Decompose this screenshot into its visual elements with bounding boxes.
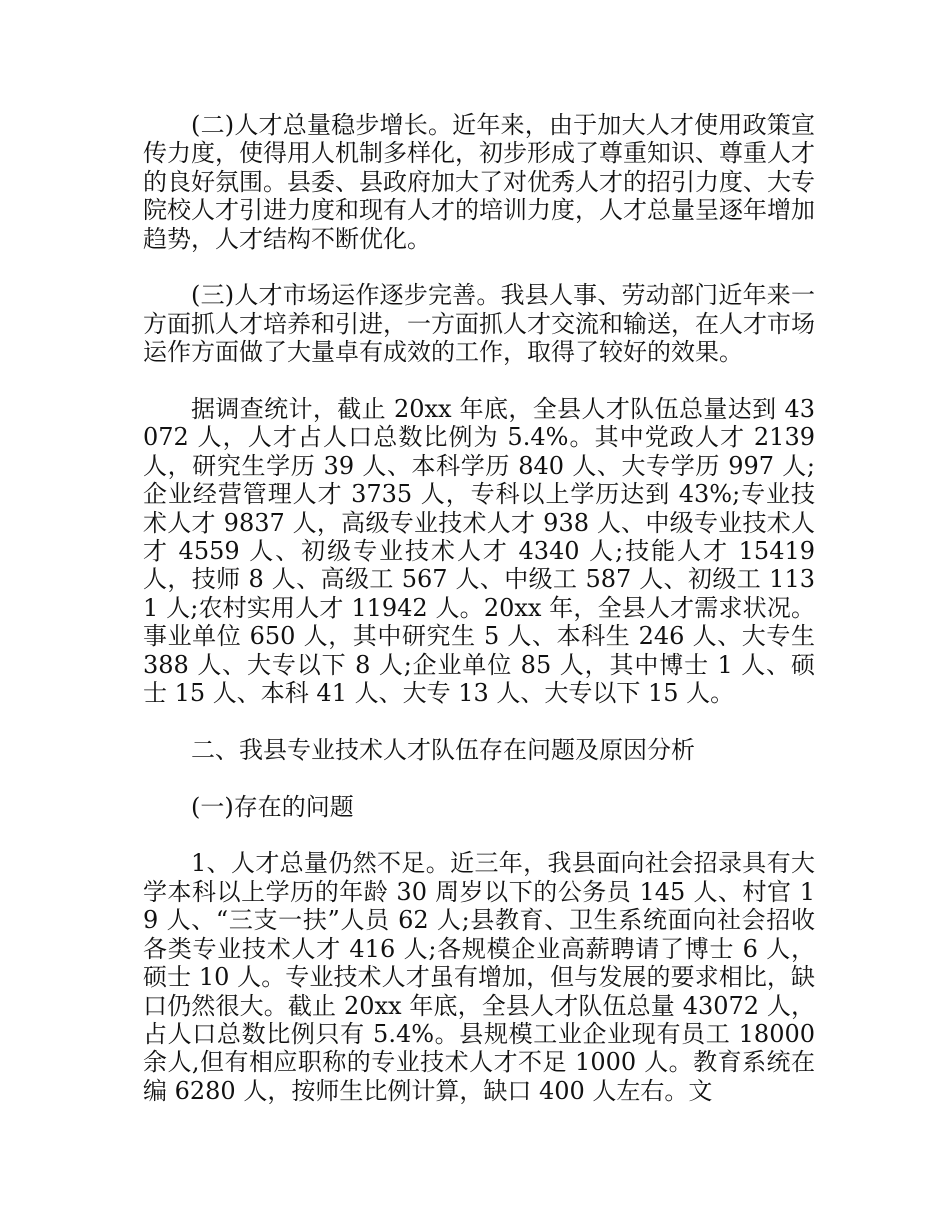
section-heading-problems-analysis: 二、我县专业技术人才队伍存在问题及原因分析	[191, 735, 695, 764]
document-body	[143, 111, 815, 1105]
paragraph-talent-growth: (二)人才总量稳步增长。近年来，由于加大人才使用政策宣传力度，使得用人机制多样化，初步形成了尊重知识、尊重人才的良好氛围。县委、县政府加大了对优秀人才的招引力度、大专院校人才引进力度和现有人才的培训力度，人才总量呈逐年增加趋势，人才结构不断优化。	[143, 111, 815, 253]
subsection-heading-existing-problems: (一)存在的问题	[191, 792, 354, 821]
paragraph-talent-market: (三)人才市场运作逐步完善。我县人事、劳动部门近年来一方面抓人才培养和引进，一方面抓人才交流和输送，在人才市场运作方面做了大量卓有成效的工作，取得了较好的效果。	[143, 281, 815, 367]
paragraph-talent-shortage: 1、人才总量仍然不足。近三年，我县面向社会招录具有大学本科以上学历的年龄 30 周岁以下的公务员 145 人、村官 19 人、“三支一扶”人员 62 人;县教育、卫生系统面向社会招收各类专业技术人才 416 人;各规模企业高薪聘请了博士 6 人，硕士 10 人。专业技术人才虽有增加，但与发展的要求相比，缺口仍然很大。截止 20xx 年底，全县人才队伍总量 43072 人，占人口总数比例只有 5.4%。县规模工业企业现有员工 18000 余人,但有相应职称的专业技术人才不足 1000 人。教育系统在编 6280 人，按师生比例计算，缺口 400 人左右。文	[143, 849, 815, 1105]
paragraph-survey-statistics: 据调查统计，截止 20xx 年底，全县人才队伍总量达到 43072 人，人才占人口总数比例为 5.4%。其中党政人才 2139 人，研究生学历 39 人、本科学历 840 人、大专学历 997 人;企业经营管理人才 3735 人，专科以上学历达到 43%;专业技术人才 9837 人，高级专业技术人才 938 人、中级专业技术人才 4559 人、初级专业技术人才 4340 人;技能人才 15419 人，技师 8 人、高级工 567 人、中级工 587 人、初级工 1131 人;农村实用人才 11942 人。20xx 年，全县人才需求状况。事业单位 650 人，其中研究生 5 人、本科生 246 人、大专生 388 人、大专以下 8 人;企业单位 85 人，其中博士 1 人、硕士 15 人、本科 41 人、大专 13 人、大专以下 15 人。	[143, 395, 815, 708]
